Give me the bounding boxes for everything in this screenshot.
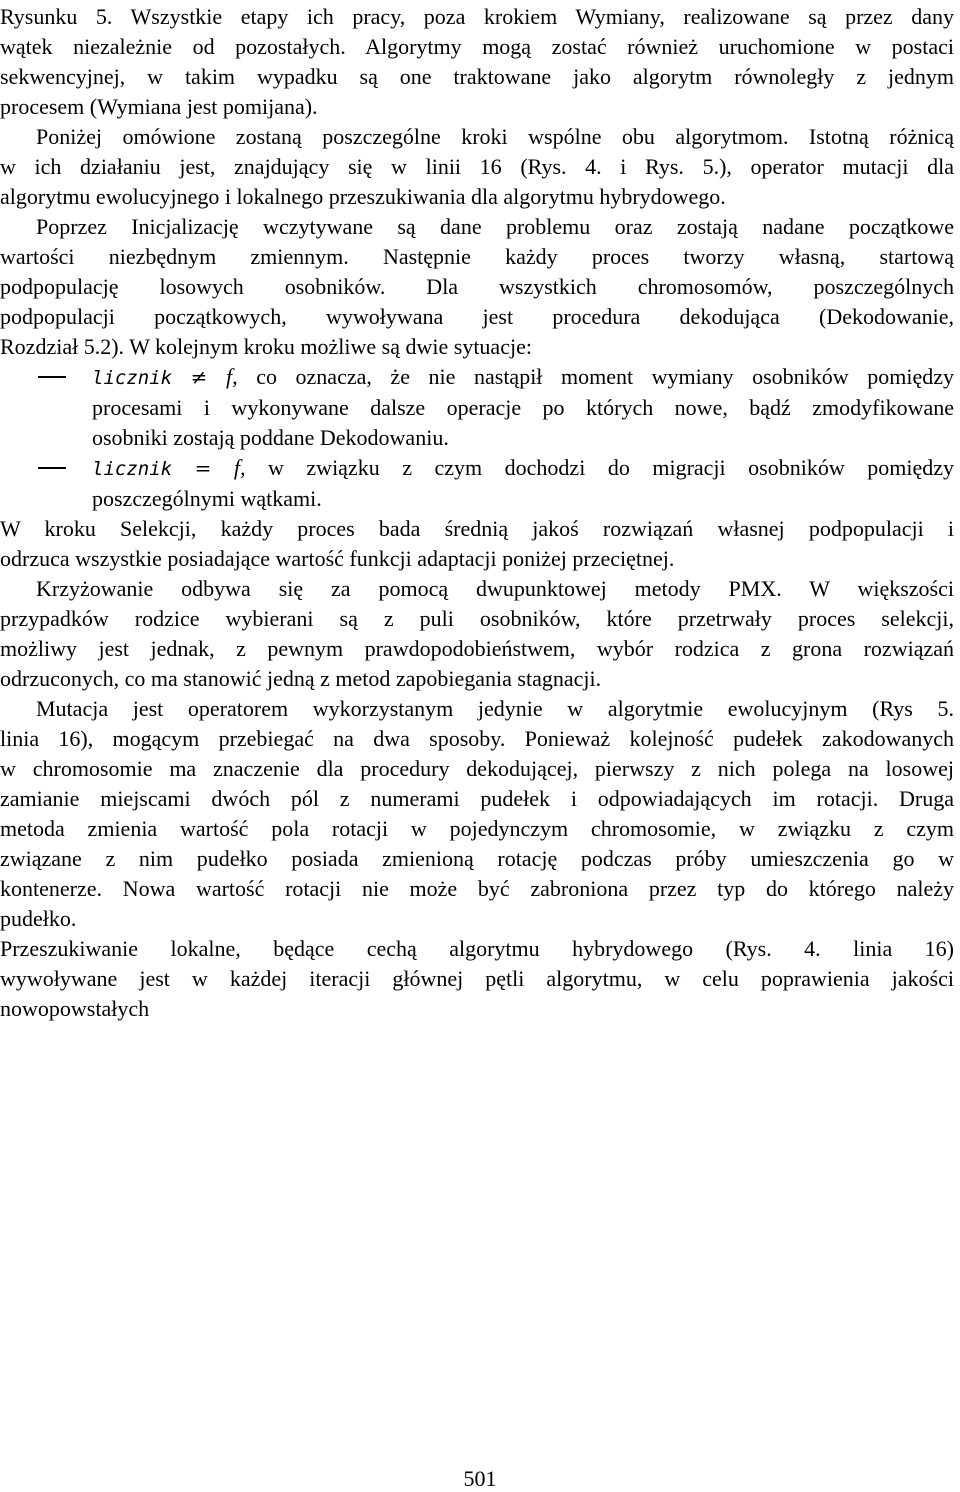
dash-bullet xyxy=(38,376,66,378)
text-line: podpopulacji początkowych, wywoływana jest procedura dekodująca (Dekodowanie, xyxy=(0,304,954,329)
text-line: W kroku Selekcji, każdy proces bada średnią jakoś rozwiązań własnej podpopulacji i xyxy=(0,516,954,541)
text-line: możliwy jest jednak, z pewnym prawdopodobieństwem, wybór rodzica z grona rozwiązań xyxy=(0,636,954,661)
text-line xyxy=(92,453,954,484)
text-line: procesami i wykonywane dalsze operacje po których nowe, bądź zmodyfikowane xyxy=(92,395,954,420)
text-line: przypadków rodzice wybierani są z puli osobników, które przetrwały proces selekcji, xyxy=(0,606,954,631)
text-line: nowopowstałych xyxy=(0,996,150,1021)
math-variable: licznik xyxy=(92,367,173,389)
paragraph-selection xyxy=(0,514,954,574)
text-line: wątek niezależnie od pozostałych. Algorytmy mogą zostać również uruchomione w postaci xyxy=(0,34,954,59)
text-line: odrzuca wszystkie posiadające wartość funkcji adaptacji poniżej przeciętnej. xyxy=(0,546,675,571)
math-symbol: f, xyxy=(226,364,238,389)
text-line: osobniki zostają poddane Dekodowaniu. xyxy=(92,425,449,450)
text-line: Rozdział 5.2). W kolejnym kroku możliwe są dwie sytuacje: xyxy=(0,334,532,359)
text-line: algorytmu ewolucyjnego i lokalnego przeszukiwania dla algorytmu hybrydowego. xyxy=(0,184,726,209)
text-line: odrzuconych, co ma stanowić jedną z metod zapobiegania stagnacji. xyxy=(0,666,602,691)
text-line: podpopulację losowych osobników. Dla wszystkich chromosomów, poszczególnych xyxy=(0,274,954,299)
text-line: zamianie miejscami dwóch pól z numerami pudełek i odpowiadających im rotacji. Druga xyxy=(0,786,954,811)
text-line: Poprzez Inicjalizację wczytywane są dane problemu oraz zostają nadane początkowe xyxy=(36,214,954,239)
dash-bullet xyxy=(38,467,66,469)
text-line: wywoływane jest w każdej iteracji głównej pętli algorytmu, w celu poprawienia jakości xyxy=(0,966,954,991)
text-line: Przeszukiwanie lokalne, będące cechą algorytmu hybrydowego (Rys. 4. linia 16) xyxy=(0,936,954,961)
text-line: kontenerze. Nowa wartość rotacji nie może być zabroniona przez typ do którego należy xyxy=(0,876,954,901)
text-line: w chromosomie ma znaczenie dla procedury dekodującej, pierwszy z nich polega na losowej xyxy=(0,756,954,781)
case-text: w związku z czym dochodzi do migracji osobników pomiędzy xyxy=(245,455,954,480)
text-line: metoda zmienia wartość pola rotacji w pojedynczym chromosomie, w związku z czym xyxy=(0,816,954,841)
text-line: związane z nim pudełko posiada zmienioną rotację podczas próby umieszczenia go w xyxy=(0,846,954,871)
text-line: poszczególnymi wątkami. xyxy=(92,486,322,511)
paragraph-mutation xyxy=(0,694,954,934)
text-line: pudełko. xyxy=(0,906,77,931)
math-symbol: f, xyxy=(233,455,246,480)
text-line: linia 16), mogącym przebiegać na dwa sposoby. Ponieważ kolejność pudełek zakodowanych xyxy=(0,726,954,751)
text-line: w ich działaniu jest, znajdujący się w linii 16 (Rys. 4. i Rys. 5.), operator mutacji dla xyxy=(0,154,954,179)
text-line: Mutacja jest operatorem wykorzystanym jedynie w algorytmie ewolucyjnym (Rys 5. xyxy=(36,696,954,721)
text-line xyxy=(92,362,954,393)
case-item-migration xyxy=(0,453,954,514)
math-variable: licznik xyxy=(92,458,173,480)
paragraph-initialization xyxy=(0,212,954,362)
text-line: procesem (Wymiana jest pomijana). xyxy=(0,94,318,119)
text-line: Krzyżowanie odbywa się za pomocą dwupunktowej metody PMX. W większości xyxy=(36,576,954,601)
case-text: co oznacza, że nie nastąpił moment wymiany osobników pomiędzy xyxy=(237,364,954,389)
text-line: Rysunku 5. Wszystkie etapy ich pracy, poza krokiem Wymiany, realizowane są przez dany xyxy=(0,4,954,29)
paragraph-local-search xyxy=(0,934,954,1024)
math-operator: ≠ xyxy=(190,365,208,389)
math-operator: = xyxy=(194,456,212,480)
paragraph-system-overview xyxy=(0,2,954,122)
text-line: wartości niezbędnym zmiennym. Następnie każdy proces tworzy własną, startową xyxy=(0,244,954,269)
paragraph-crossover xyxy=(0,574,954,694)
text-line: Poniżej omówione zostaną poszczególne kroki wspólne obu algorytmom. Istotną różnicą xyxy=(36,124,954,149)
case-list xyxy=(0,362,954,514)
paragraph-common-steps xyxy=(0,122,954,212)
text-line: sekwencyjnej, w takim wypadku są one traktowane jako algorytm równoległy z jednym xyxy=(0,64,954,89)
case-item-no-exchange xyxy=(0,362,954,453)
page-number: 501 xyxy=(463,1466,497,1491)
